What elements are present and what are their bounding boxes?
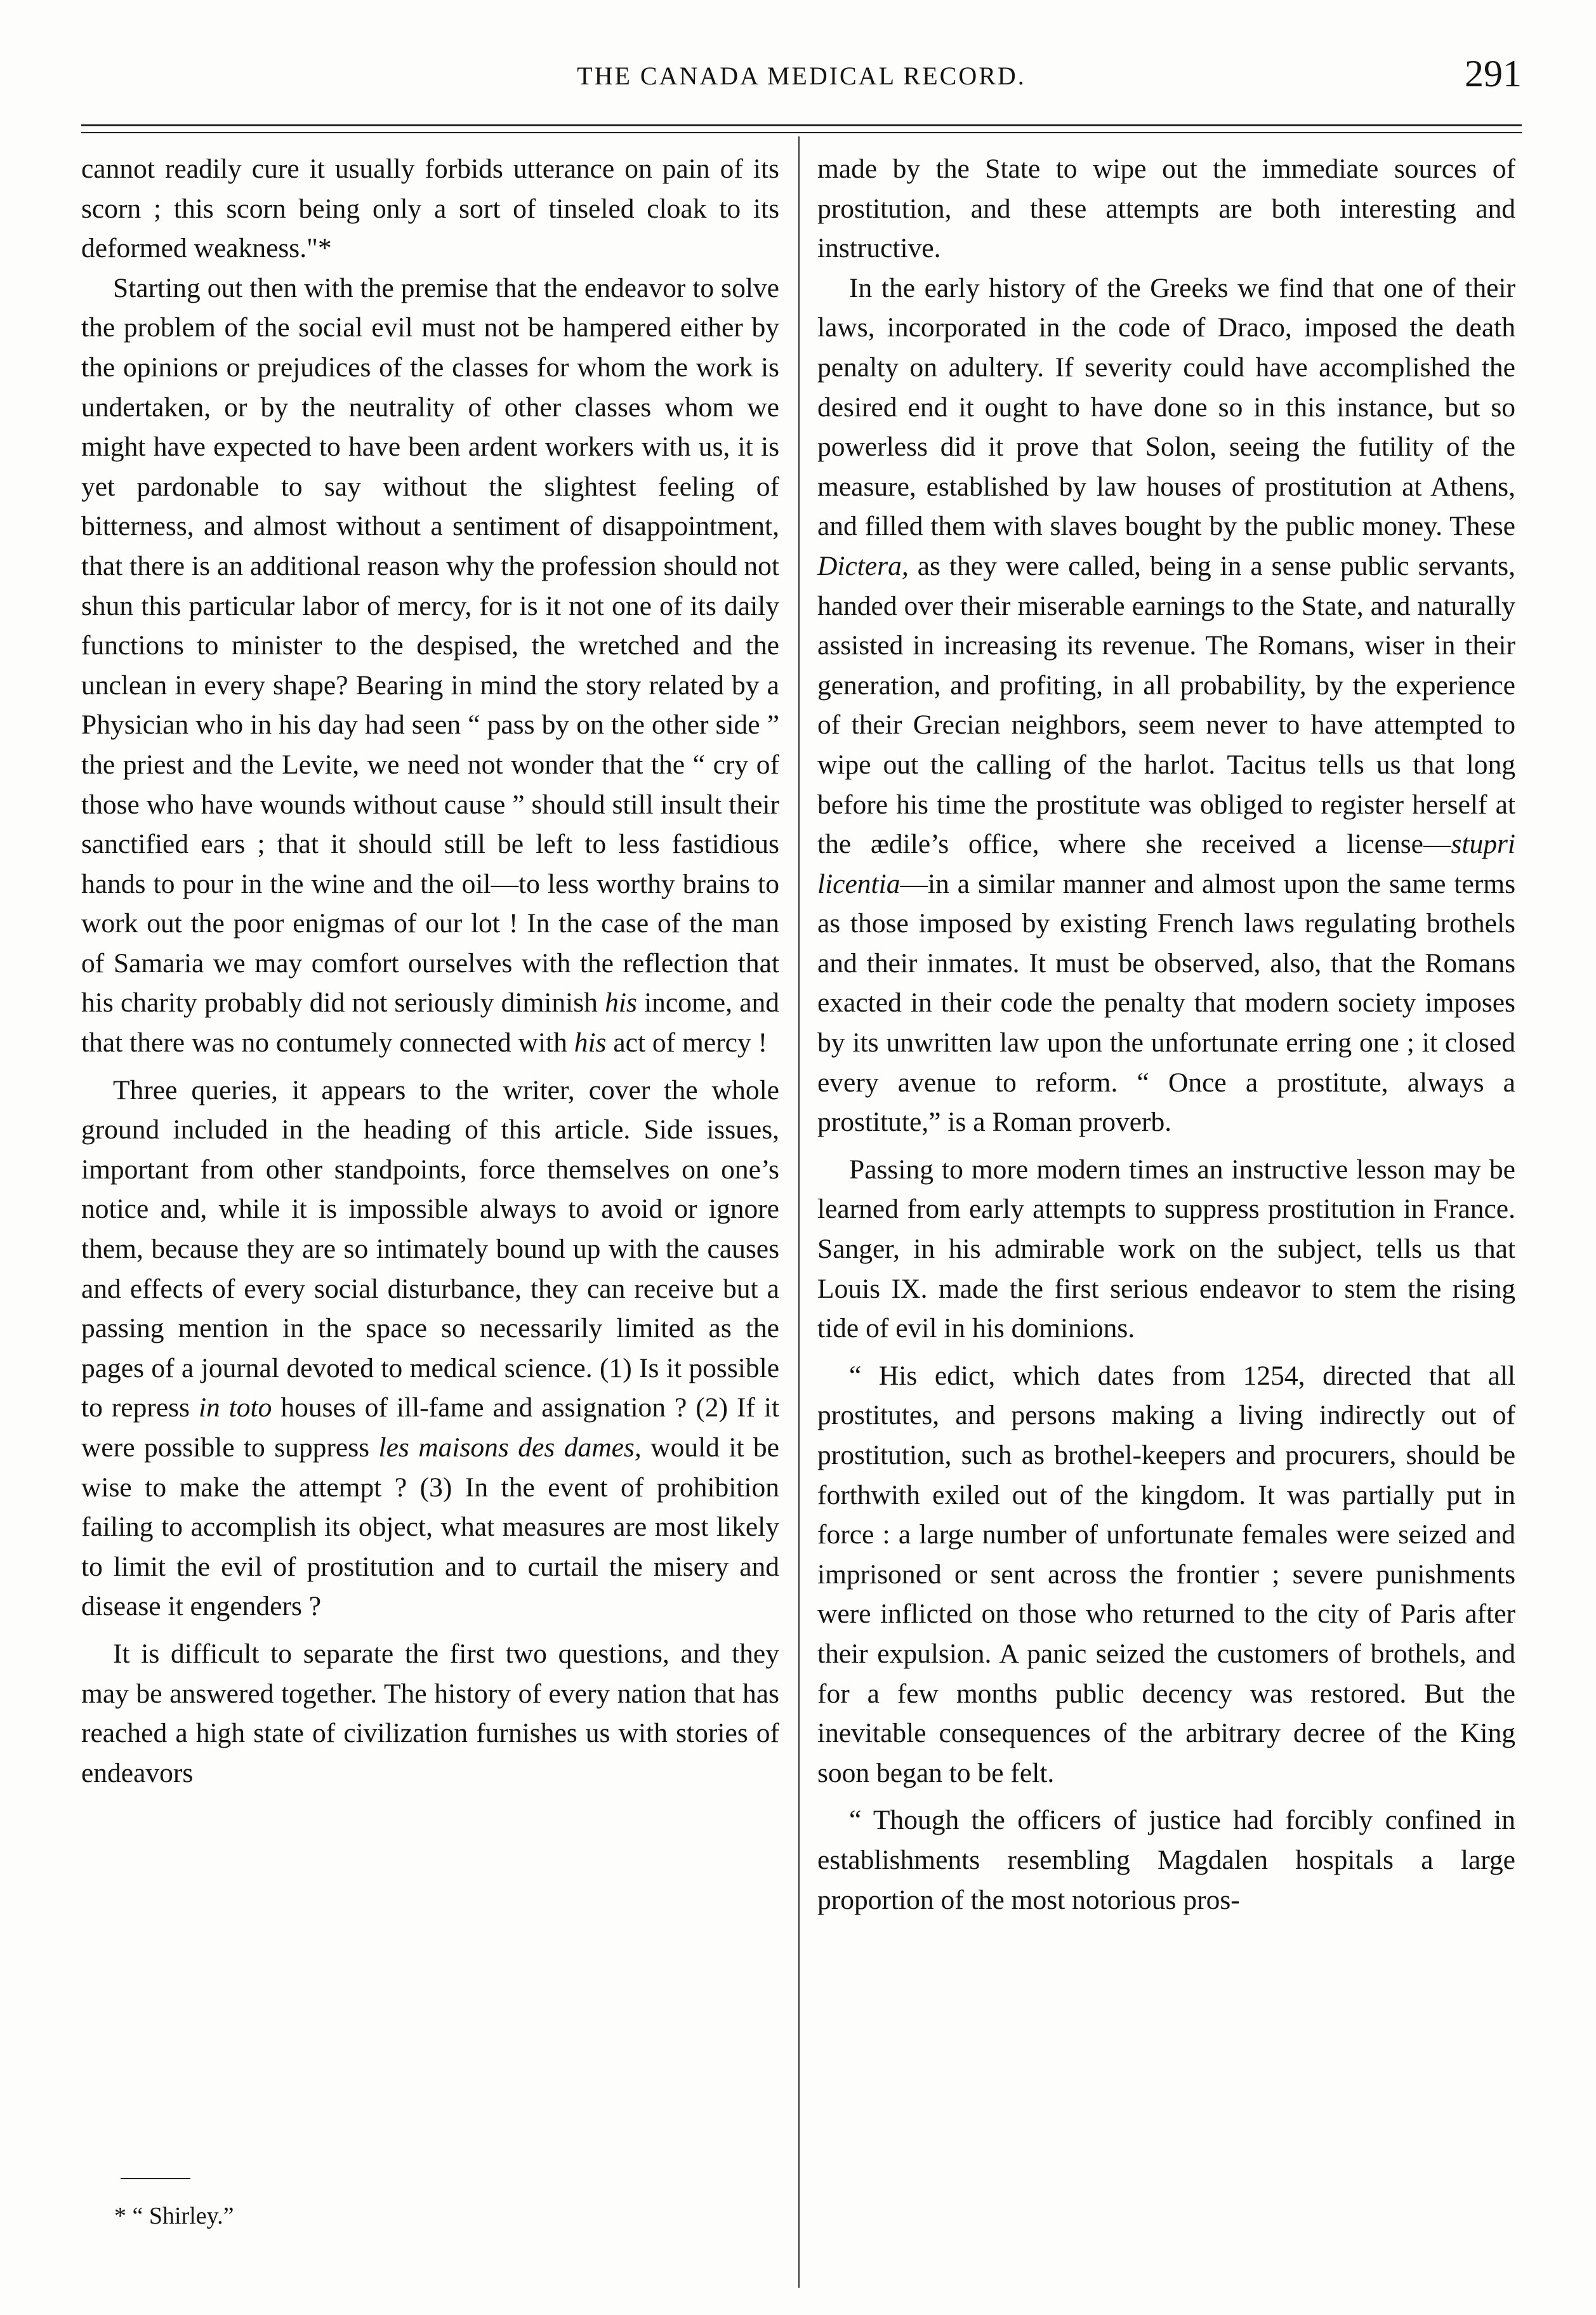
paragraph: Starting out then with the premise that the endeavor to solve the problem of the social evil must not be hampered either by the opinions or prejudices of the classes for whom the work is undertaken, or by the neutrality of other classes whom we might have expected to have been ardent workers with us, it is yet pardonable to say without the slightest feeling of bitterness, and almost without a sentiment of disappointment, that there is an additional reason why the profession should not shun this particular labor of mercy, for is it not one of its daily functions to minister to the despised, the wretched and the unclean in every shape? Bearing in mind the story related by a Physician who in his day had seen “ pass by on the other side ” the priest and the Levite, we need not wonder that the “ cry of those who have wounds without cause ” should still insult their sanctified ears ; that it should still be left to less fastidious hands to pour in the wine and the oil—to less worthy brains to work out the poor enigmas of our lot ! In the case of the man of Samaria we may comfort ourselves with the reflection that his charity probably did not seriously diminish his income, and that there was no contumely connected with his act of mercy !: [81, 272, 779, 1059]
left-column: [81, 149, 779, 1793]
column-divider: [798, 136, 800, 2288]
paragraph: made by the State to wipe out the immediate sources of prostitution, and these attempts are both interesting and instructive.: [817, 154, 1515, 264]
paragraph: Passing to more modern times an instructive lesson may be learned from early attempts to suppress prostitution in France. Sanger, in his admirable work on the subject, tells us that Louis IX. made the first serious endeavor to stem the rising tide of evil in his dominions.: [817, 1154, 1515, 1344]
header-rule: [81, 124, 1522, 126]
paragraph: In the early history of the Greeks we find that one of their laws, incorporated in the code of Draco, imposed the death penalty on adultery. If severity could have accomplished the desired end it ought to have done so in this instance, but so powerless did it prove that Solon, seeing the futility of the measure, established by law houses of prostitution at Athens, and filled them with slaves bought by the public money. These Dictera, as they were called, being in a sense public servants, handed over their miserable earnings to the State, and naturally assisted in increasing its revenue. The Romans, wiser in their generation, and profiting, in all probability, by the experience of their Grecian neighbors, seem never to have attempted to wipe out the calling of the harlot. Tacitus tells us that long before his time the prostitute was obliged to register herself at the ædile’s office, where she received a license—stupri licentia—in a similar manner and almost upon the same terms as those imposed by existing French laws regulating brothels and their inmates. It must be observed, also, that the Romans exacted in their code the penalty that modern society imposes by its unwritten law upon the unfortunate erring one ; it closed every avenue to reform. “ Once a prostitute, always a prostitute,” is a Roman proverb.: [817, 272, 1515, 1138]
running-head: [81, 53, 1522, 100]
header-rule-secondary: [81, 132, 1522, 133]
paragraph: “ Though the officers of justice had forcibly confined in establishments resembling Magdalen hospitals a large proportion of the most notorious pros-: [817, 1805, 1515, 1915]
page-number: 291: [1465, 53, 1522, 95]
paragraph: It is difficult to separate the first two questions, and they may be answered together. The history of every nation that has reached a high state of civilization furnishes us with stories of endeavors: [81, 1638, 779, 1788]
paragraph: cannot readily cure it usually forbids utterance on pain of its scorn ; this scorn being only a sort of tinseled cloak to its deformed weakness."*: [81, 154, 779, 264]
footnote: * “ Shirley.”: [114, 2203, 234, 2229]
paragraph: “ His edict, which dates from 1254, directed that all prostitutes, and persons making a living indirectly out of prostitution, such as brothel-keepers and procurers, should be forthwith exiled out of the kingdom. It was partially put in force : a large number of unfortunate females were seized and imprisoned or sent across the frontier ; severe punishments were inflicted on those who returned to the city of Paris after their expulsion. A panic seized the customers of brothels, and for a few months public decency was restored. But the inevitable consequences of the arbitrary decree of the King soon began to be felt.: [817, 1360, 1515, 1788]
right-column: [817, 149, 1515, 1920]
paragraph: Three queries, it appears to the writer, cover the whole ground included in the heading of this article. Side issues, important from other standpoints, force themselves on one’s notice and, while it is impossible always to avoid or ignore them, because they are so intimately bound up with the causes and effects of every social disturbance, they can receive but a passing mention in the space so necessarily limited as the pages of a journal devoted to medical science. (1) Is it possible to repress in toto houses of ill-fame and assignation ? (2) If it were possible to suppress les maisons des dames, would it be wise to make the attempt ? (3) In the event of prohibition failing to accomplish its object, what measures are most likely to limit the evil of prostitution and to curtail the misery and disease it engenders ?: [81, 1074, 779, 1622]
footnote-rule: [121, 2178, 190, 2179]
running-title: THE CANADA MEDICAL RECORD.: [577, 62, 1026, 90]
